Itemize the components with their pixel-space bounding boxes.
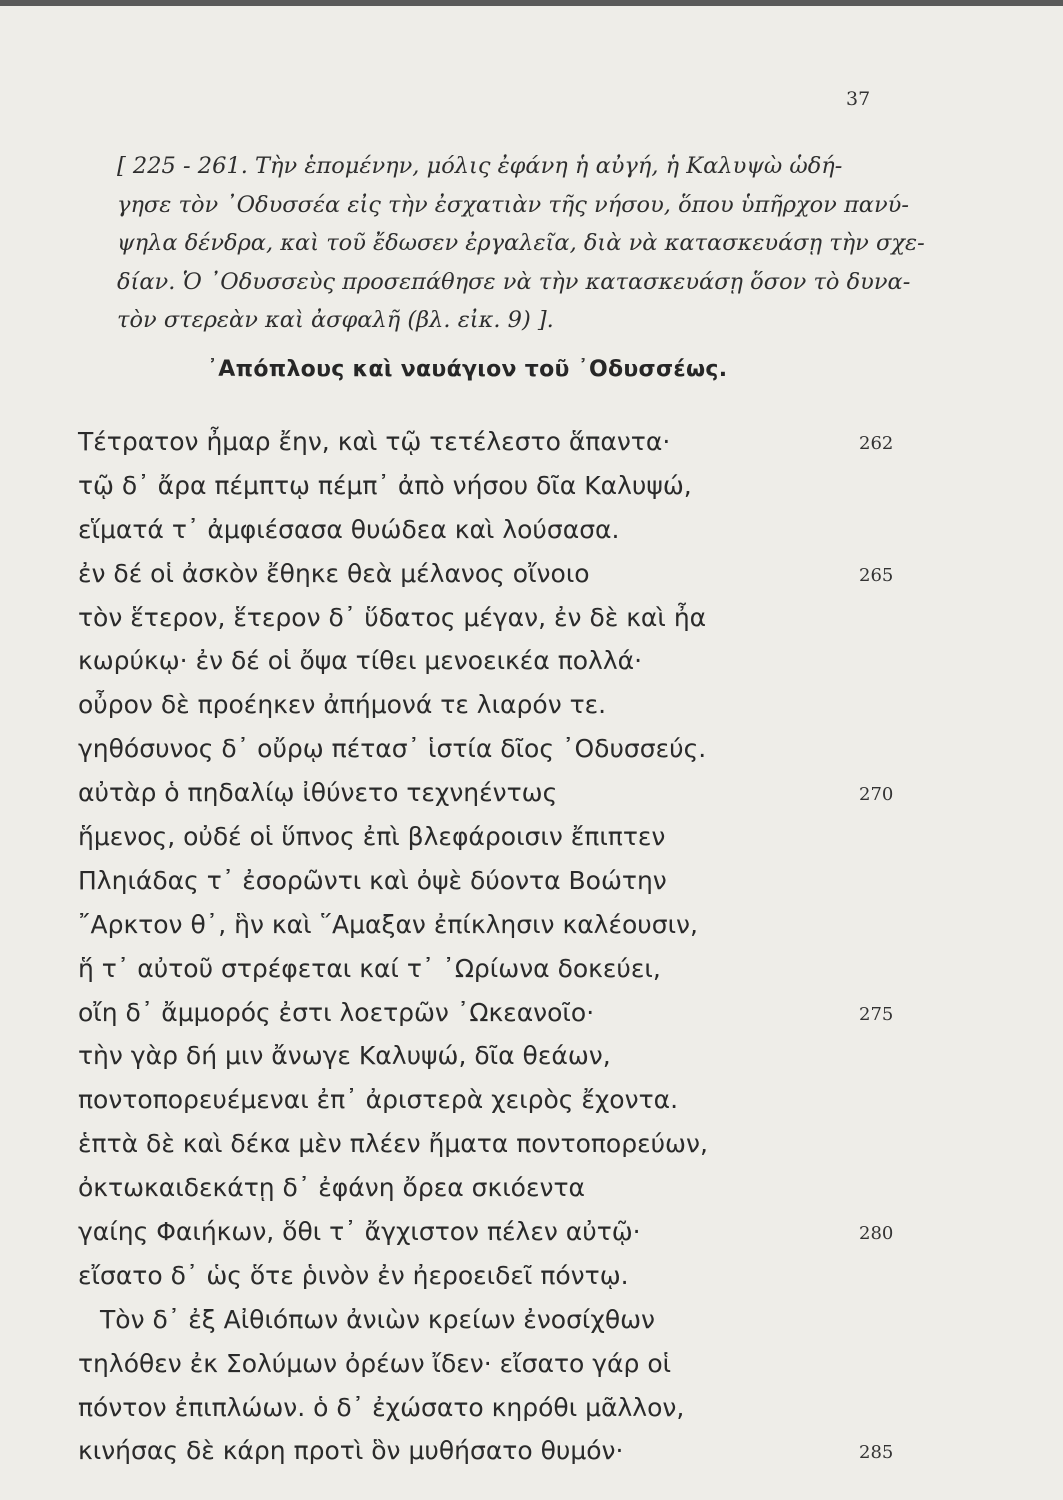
- summary-line: ψηλα δένδρα, καὶ τοῦ ἔδωσεν ἐργαλεῖα, διὰ νὰ κατασκευάσῃ τὴν σχε-: [117, 230, 925, 256]
- verse-line: [78, 596, 908, 640]
- verse-line: [78, 991, 908, 1035]
- verse-text: ἥμενος, οὐδέ οἱ ὕπνος ἐπὶ βλεφάροισιν ἔπιπτεν: [78, 822, 666, 852]
- verse-text: ἑπτὰ δὲ καὶ δέκα μὲν πλέεν ἤματα ποντοπορεύων,: [78, 1129, 708, 1159]
- section-summary: [117, 147, 925, 340]
- verse-line: [78, 727, 908, 771]
- verse-line: [78, 1122, 908, 1166]
- verse-text: Τὸν δ᾿ ἐξ Αἰθιόπων ἀνιὼν κρείων ἐνοσίχθων: [100, 1304, 656, 1334]
- verse-line: [78, 508, 908, 552]
- line-number: 285: [859, 1442, 894, 1464]
- line-number: 262: [859, 433, 894, 454]
- line-number: 270: [859, 784, 894, 806]
- verse-text: Πληιάδας τ᾿ ἐσορῶντι καὶ ὀψὲ δύοντα Βοώτην: [78, 865, 667, 895]
- summary-line: τὸν στερεὰν καὶ ἀσφαλῆ (βλ. εἰκ. 9) ].: [117, 307, 554, 333]
- verse-line: [78, 683, 908, 727]
- verse-block: [78, 420, 908, 1473]
- section-heading: ᾿Απόπλους καὶ ναυάγιον τοῦ ᾿Οδυσσέως.: [207, 357, 728, 382]
- verse-text: τὸν ἕτερον, ἕτερον δ᾿ ὕδατος μέγαν, ἐν δὲ καὶ ἦα: [78, 602, 707, 632]
- verse-line: [78, 859, 908, 903]
- line-number: 265: [859, 564, 894, 586]
- verse-line: [78, 903, 908, 947]
- verse-line: [78, 1298, 908, 1342]
- verse-text: οὖρον δὲ προέηκεν ἀπήμονά τε λιαρόν τε.: [78, 690, 607, 720]
- verse-line: [78, 815, 908, 859]
- line-number: 280: [859, 1223, 894, 1245]
- verse-text: ἐν δέ οἱ ἀσκὸν ἔθηκε θεὰ μέλανος οἴνοιο: [78, 558, 590, 588]
- verse-text: ὀκτωκαιδεκάτῃ δ᾿ ἐφάνη ὄρεα σκιόεντα: [78, 1173, 585, 1203]
- verse-text: τῷ δ᾿ ἄρα πέμπτῳ πέμπ᾿ ἀπὸ νήσου δῖα Καλυψώ,: [78, 470, 692, 500]
- verse-line: [78, 1342, 908, 1386]
- verse-line: [78, 1254, 908, 1298]
- verse-text: ῎Αρκτον θ᾿, ἣν καὶ ῞Αμαξαν ἐπίκλησιν καλέουσιν,: [78, 909, 698, 939]
- verse-line: [78, 1386, 908, 1430]
- verse-line: [78, 639, 908, 683]
- verse-text: κινήσας δὲ κάρη προτὶ ὃν μυθήσατο θυμόν·: [78, 1436, 624, 1466]
- verse-line: [78, 771, 908, 815]
- verse-text: τηλόθεν ἐκ Σολύμων ὀρέων ἴδεν· εἴσατο γάρ οἱ: [78, 1348, 672, 1378]
- verse-text: ποντοπορευέμεναι ἐπ᾿ ἀριστερὰ χειρὸς ἔχοντα.: [78, 1085, 679, 1115]
- verse-text: ἥ τ᾿ αὐτοῦ στρέφεται καί τ᾿ ᾿Ωρίωνα δοκεύει,: [78, 953, 661, 983]
- summary-line: [ 225 - 261. Τὴν ἑπομένην, μόλις ἐφάνη ἡ αὐγή, ἡ Καλυψὼ ὡδή-: [117, 153, 843, 179]
- verse-line: [78, 552, 908, 596]
- verse-text: οἴη δ᾿ ἄμμορός ἐστι λοετρῶν ᾿Ωκεανοῖο·: [78, 997, 595, 1027]
- verse-line: [78, 420, 908, 464]
- verse-text: αὐτὰρ ὁ πηδαλίῳ ἰθύνετο τεχνηέντως: [78, 778, 558, 808]
- verse-text: γηθόσυνος δ᾿ οὔρῳ πέτασ᾿ ἱστία δῖος ᾿Οδυσσεύς.: [78, 734, 707, 764]
- line-number: 275: [859, 1003, 894, 1025]
- verse-line: [78, 1166, 908, 1210]
- verse-text: εἵματά τ᾿ ἀμφιέσασα θυώδεα καὶ λούσασα.: [78, 514, 620, 544]
- summary-line: γησε τὸν ᾿Οδυσσέα εἰς τὴν ἐσχατιὰν τῆς νήσου, ὅπου ὑπῆρχον πανύ-: [117, 191, 909, 218]
- verse-line: [78, 464, 908, 508]
- summary-line: δίαν. Ὁ ᾿Οδυσσεὺς προσεπάθησε νὰ τὴν κατασκευάσῃ ὅσον τὸ δυνα-: [117, 268, 911, 295]
- verse-text: εἴσατο δ᾿ ὡς ὅτε ῥινὸν ἐν ἠεροειδεῖ πόντῳ.: [78, 1260, 629, 1290]
- verse-text: Τέτρατον ἦμαρ ἔην, καὶ τῷ τετέλεστο ἅπαντα·: [78, 427, 671, 456]
- scan-top-edge: [0, 0, 1063, 6]
- verse-line: [78, 1429, 908, 1473]
- verse-text: γαίης Φαιήκων, ὅθι τ᾿ ἄγχιστον πέλεν αὐτῷ·: [78, 1217, 641, 1247]
- verse-text: κωρύκῳ· ἐν δέ οἱ ὄψα τίθει μενοεικέα πολλά·: [78, 646, 643, 676]
- verse-line: [78, 947, 908, 991]
- verse-text: τὴν γὰρ δή μιν ἄνωγε Καλυψώ, δῖα θεάων,: [78, 1041, 611, 1071]
- verse-line: [78, 1034, 908, 1078]
- verse-line: [78, 1210, 908, 1254]
- verse-text: πόντον ἐπιπλώων. ὁ δ᾿ ἐχώσατο κηρόθι μᾶλλον,: [78, 1392, 685, 1422]
- page-number: 37: [846, 88, 871, 110]
- verse-line: [78, 1078, 908, 1122]
